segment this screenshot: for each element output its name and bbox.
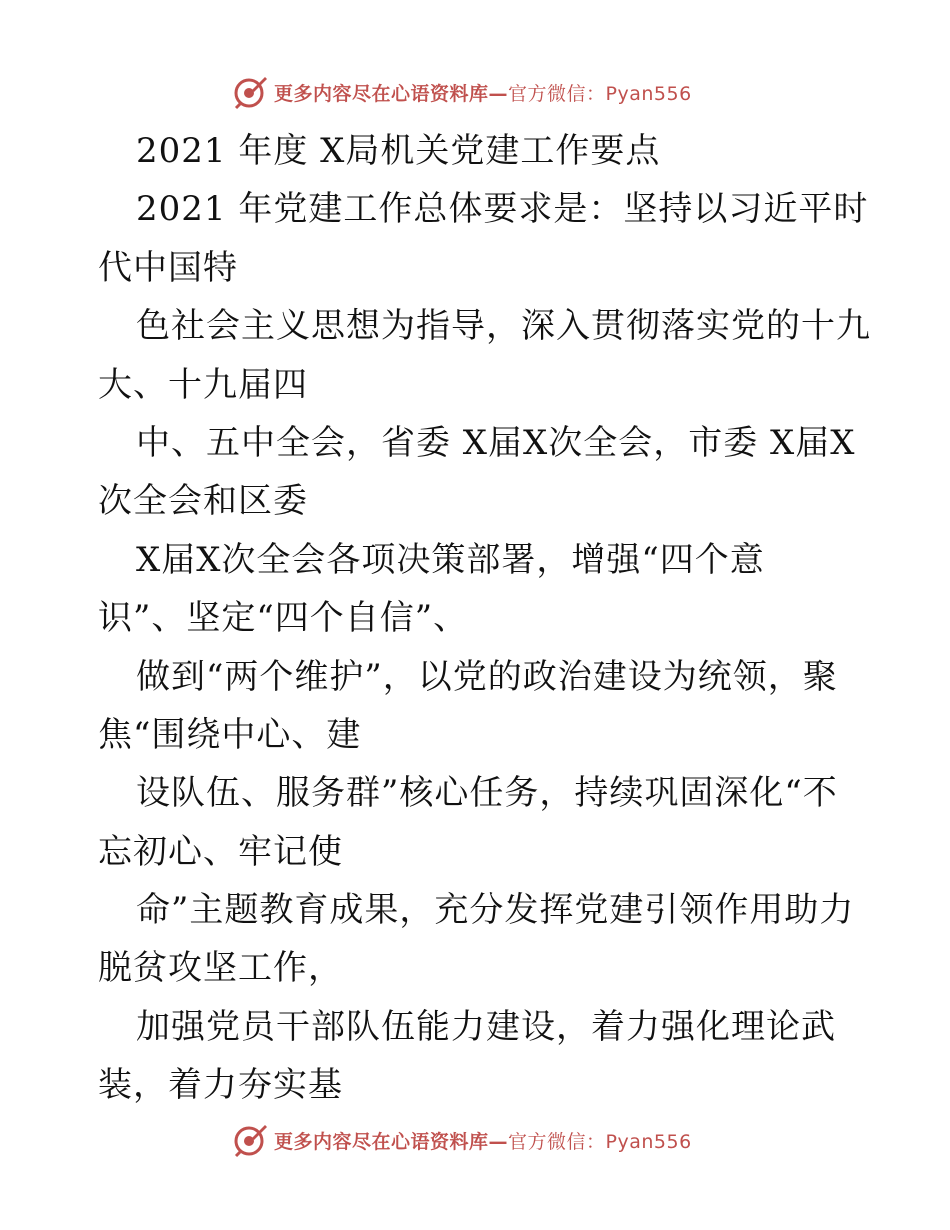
document-line: 2021 年党建工作总体要求是：坚持以习近平时 bbox=[136, 189, 869, 230]
document-line: 命”主题教育成果，充分发挥党建引领作用助力 bbox=[136, 890, 855, 931]
document-line: 装，着力夯实基 bbox=[98, 1065, 343, 1106]
watermark-wechat: 官方微信：Pyan556 bbox=[508, 82, 692, 105]
document-line: X届X次全会各项决策部署，增强“四个意 bbox=[136, 539, 765, 580]
document-line: 脱贫攻坚工作， bbox=[98, 948, 343, 989]
red-pen-circle-icon bbox=[232, 74, 268, 110]
document-line: 识”、坚定“四个自信”、 bbox=[98, 598, 469, 639]
watermark-text: 更多内容尽在心语资料库— bbox=[274, 1130, 509, 1153]
watermark-text: 更多内容尽在心语资料库— bbox=[274, 82, 509, 105]
document-line: 色社会主义思想为指导，深入贯彻落实党的十九 bbox=[136, 306, 871, 347]
document-line: 做到“两个维护”，以党的政治建设为统领，聚 bbox=[136, 656, 838, 697]
watermark-banner-top bbox=[232, 72, 692, 112]
red-pen-circle-icon bbox=[232, 1122, 268, 1158]
document-line: 设队伍、服务群”核心任务，持续巩固深化“不 bbox=[136, 773, 838, 814]
document-line: 2021 年度 X局机关党建工作要点 bbox=[136, 131, 661, 171]
document-line: 代中国特 bbox=[98, 247, 238, 288]
document-line: 中、五中全会，省委 X届X次全会，市委 X届X bbox=[136, 422, 856, 463]
document-line: 焦“围绕中心、建 bbox=[98, 714, 362, 755]
document-line: 次全会和区委 bbox=[98, 481, 308, 522]
document-body bbox=[98, 122, 871, 1115]
document-line: 大、十九届四 bbox=[98, 364, 308, 405]
document-line: 忘初心、牢记使 bbox=[98, 831, 343, 872]
watermark-banner-bottom bbox=[232, 1120, 692, 1160]
watermark-wechat: 官方微信：Pyan556 bbox=[508, 1130, 692, 1153]
document-line: 加强党员干部队伍能力建设，着力强化理论武 bbox=[136, 1006, 836, 1047]
